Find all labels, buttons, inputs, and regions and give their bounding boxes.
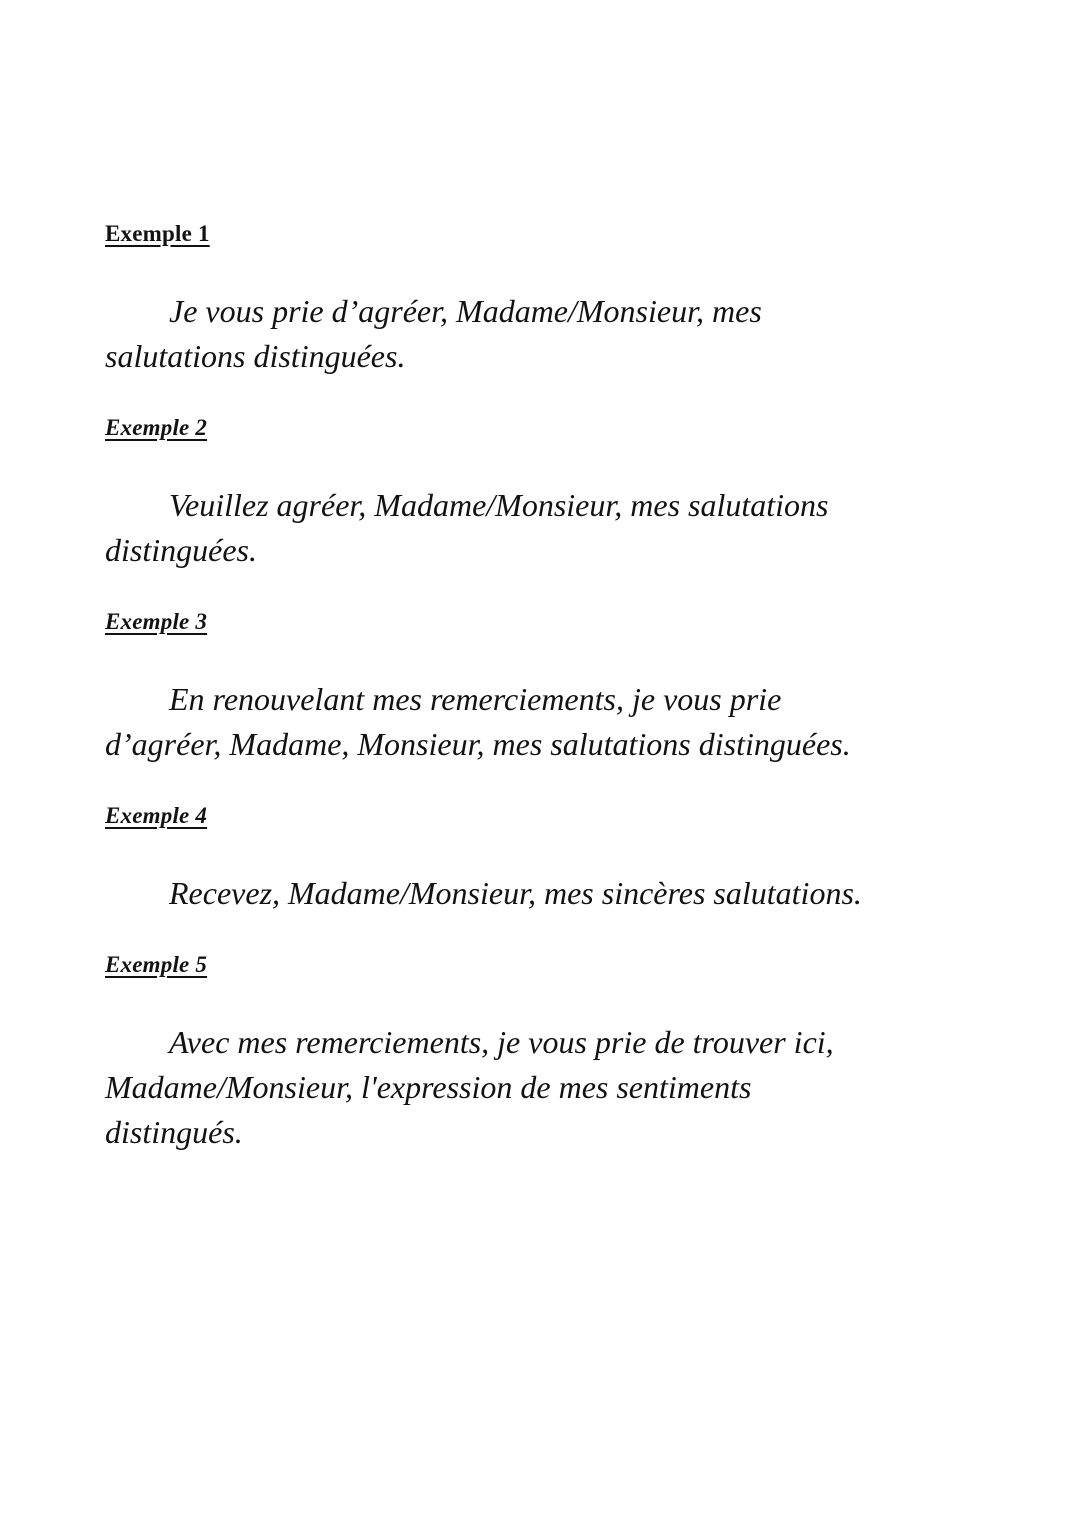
section-paragraph bbox=[105, 1020, 1012, 1155]
section-heading: Exemple 5 bbox=[105, 952, 208, 977]
paragraph-line: distingués. bbox=[105, 1114, 243, 1150]
paragraph-line: Veuillez agréer, Madame/Monsieur, mes salutations bbox=[169, 487, 829, 523]
section-exemple-5 bbox=[105, 950, 1012, 1155]
section-exemple-2 bbox=[105, 413, 1012, 573]
paragraph-line: Avec mes remerciements, je vous prie de trouver ici, bbox=[169, 1024, 834, 1060]
section-paragraph bbox=[105, 483, 1012, 573]
paragraph-line: d’agréer, Madame, Monsieur, mes salutations distinguées. bbox=[105, 726, 851, 762]
paragraph-line: Je vous prie d’agréer, Madame/Monsieur, mes bbox=[169, 293, 762, 329]
paragraph-line: En renouvelant mes remerciements, je vous prie bbox=[169, 681, 782, 717]
section-heading: Exemple 3 bbox=[105, 609, 208, 634]
section-paragraph bbox=[105, 289, 1012, 379]
paragraph-line: salutations distinguées. bbox=[105, 338, 406, 374]
section-exemple-1 bbox=[105, 219, 1012, 379]
paragraph-line: Recevez, Madame/Monsieur, mes sincères salutations. bbox=[169, 875, 862, 911]
section-heading: Exemple 1 bbox=[105, 221, 210, 246]
section-exemple-3 bbox=[105, 607, 1012, 767]
section-exemple-4 bbox=[105, 801, 1012, 916]
section-heading: Exemple 4 bbox=[105, 803, 208, 828]
section-paragraph bbox=[105, 871, 1012, 916]
paragraph-line: Madame/Monsieur, l'expression de mes sentiments bbox=[105, 1069, 752, 1105]
section-paragraph bbox=[105, 677, 1012, 767]
section-heading: Exemple 2 bbox=[105, 415, 208, 440]
paragraph-line: distinguées. bbox=[105, 532, 257, 568]
